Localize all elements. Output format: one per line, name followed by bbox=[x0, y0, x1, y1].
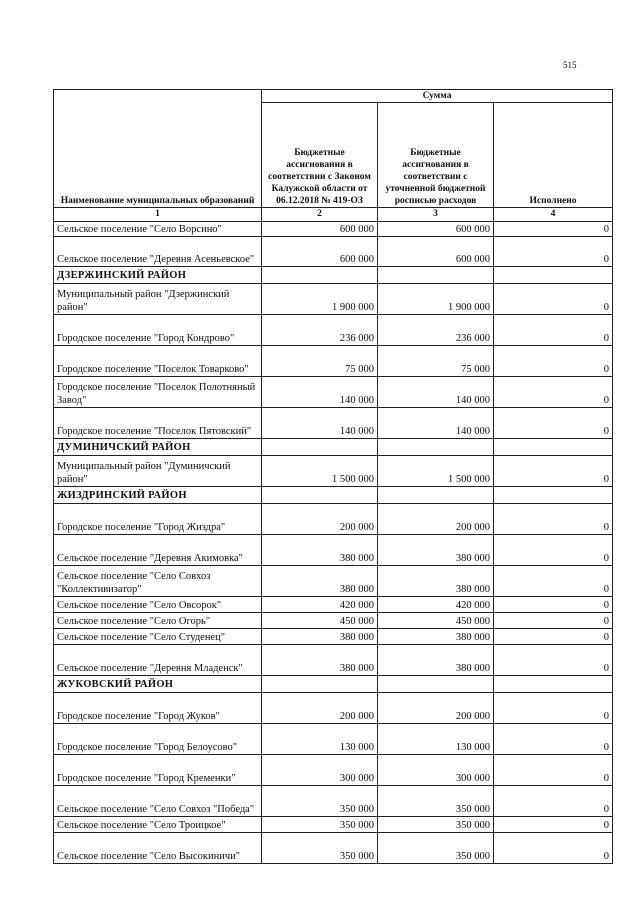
municipality-name: Муниципальный район "Дзержинский район" bbox=[54, 284, 262, 315]
table-row bbox=[54, 222, 613, 237]
municipality-name: Сельское поселение "Село Высокиничи" bbox=[54, 833, 262, 864]
municipality-name: Сельское поселение "Село Ворсино" bbox=[54, 222, 262, 237]
page-number: 515 bbox=[563, 60, 577, 70]
district-header-row bbox=[54, 439, 613, 456]
empty-cell bbox=[494, 267, 613, 284]
table-row bbox=[54, 237, 613, 267]
executed-value: 0 bbox=[494, 629, 613, 645]
executed-value: 0 bbox=[494, 724, 613, 755]
refined-allocation-value: 450 000 bbox=[378, 613, 494, 629]
municipality-name: Городское поселение "Поселок Товарково" bbox=[54, 346, 262, 377]
executed-value: 0 bbox=[494, 693, 613, 724]
empty-cell bbox=[378, 267, 494, 284]
executed-value: 0 bbox=[494, 613, 613, 629]
law-allocation-value: 450 000 bbox=[262, 613, 378, 629]
municipality-name: Сельское поселение "Деревня Младенск" bbox=[54, 645, 262, 676]
law-allocation-value: 140 000 bbox=[262, 377, 378, 408]
refined-allocation-value: 600 000 bbox=[378, 237, 494, 267]
table-row bbox=[54, 817, 613, 833]
executed-value: 0 bbox=[494, 755, 613, 786]
empty-cell bbox=[262, 439, 378, 456]
table-row bbox=[54, 755, 613, 786]
municipality-name: Городское поселение "Город Кременки" bbox=[54, 755, 262, 786]
column-number: 1 bbox=[54, 208, 262, 222]
refined-allocation-value: 1 900 000 bbox=[378, 284, 494, 315]
empty-cell bbox=[494, 676, 613, 693]
law-allocation-value: 600 000 bbox=[262, 237, 378, 267]
executed-value: 0 bbox=[494, 346, 613, 377]
name-column-header: Наименование муниципальных образований bbox=[54, 90, 262, 208]
law-allocation-value: 380 000 bbox=[262, 645, 378, 676]
table-row bbox=[54, 535, 613, 566]
municipality-name: Сельское поселение "Село Совхоз "Коллективизатор" bbox=[54, 566, 262, 597]
district-name: ЖУКОВСКИЙ РАЙОН bbox=[54, 676, 262, 693]
executed-value: 0 bbox=[494, 222, 613, 237]
law-allocation-value: 130 000 bbox=[262, 724, 378, 755]
law-allocation-value: 1 500 000 bbox=[262, 456, 378, 487]
table-row bbox=[54, 377, 613, 408]
law-allocation-value: 380 000 bbox=[262, 566, 378, 597]
refined-allocation-value: 350 000 bbox=[378, 786, 494, 817]
municipality-name: Городское поселение "Город Жуков" bbox=[54, 693, 262, 724]
district-name: ЖИЗДРИНСКИЙ РАЙОН bbox=[54, 487, 262, 504]
executed-value: 0 bbox=[494, 817, 613, 833]
executed-value: 0 bbox=[494, 456, 613, 487]
municipality-name: Сельское поселение "Село Студенец" bbox=[54, 629, 262, 645]
municipality-name: Городское поселение "Поселок Полотняный Завод" bbox=[54, 377, 262, 408]
empty-cell bbox=[262, 487, 378, 504]
table-row bbox=[54, 629, 613, 645]
table-row bbox=[54, 456, 613, 487]
column-number-row bbox=[54, 208, 613, 222]
table-row bbox=[54, 724, 613, 755]
refined-allocation-value: 75 000 bbox=[378, 346, 494, 377]
municipality-name: Сельское поселение "Село Троицкое" bbox=[54, 817, 262, 833]
executed-value: 0 bbox=[494, 566, 613, 597]
table-row bbox=[54, 597, 613, 613]
executed-value: 0 bbox=[494, 377, 613, 408]
refined-allocation-value: 380 000 bbox=[378, 629, 494, 645]
district-name: ДУМИНИЧСКИЙ РАЙОН bbox=[54, 439, 262, 456]
law-allocation-value: 140 000 bbox=[262, 408, 378, 439]
refined-allocation-value: 200 000 bbox=[378, 693, 494, 724]
executed-column-header: Исполнено bbox=[494, 103, 613, 208]
executed-value: 0 bbox=[494, 284, 613, 315]
law-allocation-value: 380 000 bbox=[262, 535, 378, 566]
refined-allocation-value: 300 000 bbox=[378, 755, 494, 786]
executed-value: 0 bbox=[494, 504, 613, 535]
executed-value: 0 bbox=[494, 645, 613, 676]
executed-value: 0 bbox=[494, 833, 613, 864]
refined-allocation-value: 420 000 bbox=[378, 597, 494, 613]
law-column-header: Бюджетные ассигнования в соответствии с Законом Калужской области от 06.12.2018 № 419-ОЗ bbox=[262, 103, 378, 208]
empty-cell bbox=[262, 267, 378, 284]
table-row bbox=[54, 833, 613, 864]
column-number: 3 bbox=[378, 208, 494, 222]
municipality-name: Сельское поселение "Село Овсорок" bbox=[54, 597, 262, 613]
empty-cell bbox=[494, 487, 613, 504]
table-row bbox=[54, 346, 613, 377]
municipality-name: Городское поселение "Поселок Пятовский" bbox=[54, 408, 262, 439]
empty-cell bbox=[378, 676, 494, 693]
column-number: 2 bbox=[262, 208, 378, 222]
refined-allocation-value: 130 000 bbox=[378, 724, 494, 755]
law-allocation-value: 420 000 bbox=[262, 597, 378, 613]
law-allocation-value: 350 000 bbox=[262, 786, 378, 817]
executed-value: 0 bbox=[494, 408, 613, 439]
table-row bbox=[54, 566, 613, 597]
table-row bbox=[54, 693, 613, 724]
law-allocation-value: 380 000 bbox=[262, 629, 378, 645]
municipality-name: Муниципальный район "Думиничский район" bbox=[54, 456, 262, 487]
municipality-name: Городское поселение "Город Кондрово" bbox=[54, 315, 262, 346]
refined-allocation-value: 140 000 bbox=[378, 408, 494, 439]
law-allocation-value: 200 000 bbox=[262, 693, 378, 724]
refined-allocation-value: 380 000 bbox=[378, 645, 494, 676]
table-row bbox=[54, 408, 613, 439]
column-number: 4 bbox=[494, 208, 613, 222]
executed-value: 0 bbox=[494, 786, 613, 817]
refined-allocation-value: 236 000 bbox=[378, 315, 494, 346]
municipality-name: Сельское поселение "Село Совхоз "Победа" bbox=[54, 786, 262, 817]
law-allocation-value: 236 000 bbox=[262, 315, 378, 346]
municipality-name: Сельское поселение "Село Огорь" bbox=[54, 613, 262, 629]
district-header-row bbox=[54, 487, 613, 504]
table-body bbox=[54, 222, 613, 864]
district-name: ДЗЕРЖИНСКИЙ РАЙОН bbox=[54, 267, 262, 284]
refined-allocation-value: 1 500 000 bbox=[378, 456, 494, 487]
executed-value: 0 bbox=[494, 535, 613, 566]
table-row bbox=[54, 613, 613, 629]
law-allocation-value: 200 000 bbox=[262, 504, 378, 535]
table-row bbox=[54, 786, 613, 817]
district-header-row bbox=[54, 267, 613, 284]
executed-value: 0 bbox=[494, 237, 613, 267]
refined-allocation-value: 600 000 bbox=[378, 222, 494, 237]
refined-allocation-value: 140 000 bbox=[378, 377, 494, 408]
table-row bbox=[54, 284, 613, 315]
refined-allocation-value: 380 000 bbox=[378, 535, 494, 566]
empty-cell bbox=[494, 439, 613, 456]
law-allocation-value: 350 000 bbox=[262, 833, 378, 864]
empty-cell bbox=[378, 487, 494, 504]
district-header-row bbox=[54, 676, 613, 693]
refined-column-header: Бюджетные ассигнования в соответствии с уточненной бюджетной росписью расходов bbox=[378, 103, 494, 208]
law-allocation-value: 1 900 000 bbox=[262, 284, 378, 315]
law-allocation-value: 75 000 bbox=[262, 346, 378, 377]
table-row bbox=[54, 504, 613, 535]
executed-value: 0 bbox=[494, 597, 613, 613]
empty-cell bbox=[378, 439, 494, 456]
sum-group-header: Сумма bbox=[262, 90, 613, 103]
table-row bbox=[54, 315, 613, 346]
table-row bbox=[54, 645, 613, 676]
municipality-name: Городское поселение "Город Белоусово" bbox=[54, 724, 262, 755]
empty-cell bbox=[262, 676, 378, 693]
law-allocation-value: 350 000 bbox=[262, 817, 378, 833]
municipality-name: Сельское поселение "Деревня Асеньевское" bbox=[54, 237, 262, 267]
municipality-name: Сельское поселение "Деревня Акимовка" bbox=[54, 535, 262, 566]
budget-table bbox=[53, 89, 613, 864]
refined-allocation-value: 380 000 bbox=[378, 566, 494, 597]
executed-value: 0 bbox=[494, 315, 613, 346]
refined-allocation-value: 350 000 bbox=[378, 817, 494, 833]
law-allocation-value: 600 000 bbox=[262, 222, 378, 237]
municipality-name: Городское поселение "Город Жиздра" bbox=[54, 504, 262, 535]
law-allocation-value: 300 000 bbox=[262, 755, 378, 786]
refined-allocation-value: 350 000 bbox=[378, 833, 494, 864]
refined-allocation-value: 200 000 bbox=[378, 504, 494, 535]
